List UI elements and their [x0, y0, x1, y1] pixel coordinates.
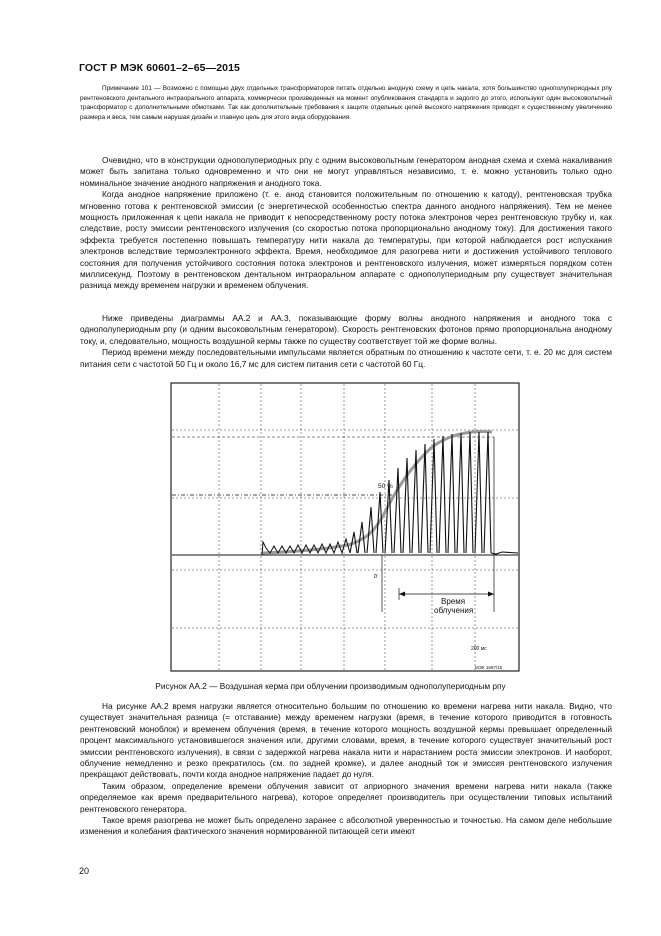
paragraph: Ниже приведены диаграммы АА.2 и АА.3, показывающие форму волны анодного напряжения и анодного тока с однополупериодным рпу (и одним высоковольтным генератором). Скорость рентгеновских фотонов прямо пропорциональна анодному току, и, следовательно, мощность воздушной кермы также по существу соответствует той же форме волны.	[80, 313, 612, 346]
label-time-1: Время	[441, 597, 466, 606]
label-tr: tr	[374, 574, 378, 580]
note-block	[80, 84, 612, 122]
paragraph: Таким образом, определение времени облучения зависит от априорного значения времени нагрева нити накала (также определяемое как время предварительного нагрева), которое определяет производитель при осуществлении типовых испытаний рентгеновского генератора.	[80, 780, 612, 814]
paragraph: Такое время разогрева не может быть определено заранее с абсолютной уверенностью и точностью. На самом деле небольшие изменения и колебания фактического значения нормированной питающей сети имеют	[80, 815, 612, 837]
label-code: МЭК 1687/15	[475, 665, 503, 670]
pulse-train	[350, 432, 518, 554]
paragraph: Очевидно, что в конструкции однополупериодных рпу с одним высоковольтным генератором анодная схема и схема накаливания может быть запитана только одновременно и что они не могут управляться независимо, т. е. можно установить только одно номинальное значение анодного напряжения и анодного тока.	[80, 155, 612, 188]
grid-horizontal	[172, 430, 518, 628]
paragraph: Когда анодное напряжение приложено (т. е. анод становится положительным по отношению к катоду), рентгеновская трубка мгновенно готова к рентгеновской эмиссии (с энергетической особенностью спектра данного анодного напряжения). Тем не менее мощность приложенная к цепи накала не приводит к непосредственному росту потока электронов через рентгеновскую трубку и, как следствие, росту эмиссии рентгеновского излучения (со скоростью потока пропорционально анодному току). Для достижения такого эффекта требуется постепенно повышать температуру нити накала до температуры, при которой наблюдается рост испускания электронов вследствие термоэлектронного эффекта. Время, необходимое для разогрева нити и достижения устойчивого теплового состояния для получения устойчивого состояния потока электронов и рентгеновского излучения, может измеряться порядком сотен миллисекунд. Поэтому в рентгеновском дентальном интраоральном аппарате с однополупериодным рпу существует значительная разница между временем нагрузки и временем облучения.	[80, 189, 612, 291]
figure-aa2	[170, 382, 521, 674]
figure-caption: Рисунок АА.2 — Воздушная керма при облучении производимым однополупериодным рпу	[155, 681, 506, 691]
paragraph: На рисунке АА.2 время нагрузки является относительно большим по отношению ко времени нагрева нити накала. Видно, что существует значительная разница (= отставание) между временем нагрузки (время, в течение которого приводится в готовность рентгеновский моноблок) и временем облучения (время, в течение которого мощность воздушной кермы превышает определенный процент максимального установившегося значения или, другими словами, время, в течение которого существует значительный рост эмиссии рентгеновского излучения), в связи с задержкой нагрева накала нити и нарастанием роста эмиссии электронов. И наоборот, облучение немедленно и резко прекратилось (см. по задней кромке), и далее анодный ток и эмиссия рентгеновского излучения прекращают действовать, почти когда анодное напряжение падает до нуля.	[80, 701, 612, 780]
note-text: Примечание 101 — Возможно с помощью двух отдельных трансформаторов питать отдельно анодную схему и цепь накала, хотя большинство однополупериодных рпу рентгеновского дентального интраорального аппарата, коммерчески произведенных на момент опубликования стандарта и задолго до этого, используют один высоковольтный трансформатор с дополнительными обмотками. Так как дополнительные требования к защите отдельных цепей высокого напряжения приводят к существенному увеличению размера и веса, тем самым нарушая дизайн и главную цель для этого вида оборудования.	[80, 85, 612, 121]
label-scale: 200 мс	[471, 646, 487, 652]
document-header: ГОСТ Р МЭК 60601–2–65—2015	[79, 62, 240, 74]
arrow-head-left	[399, 592, 405, 597]
paragraph: Период времени между последовательными импульсами является обратным по отношению к частоте сети, т. е. 20 мс для систем питания сети с частотой 50 Гц и около 16,7 мс для систем питания сети с частотой 60 Гц.	[80, 347, 612, 369]
arrow-head-right	[488, 592, 494, 597]
text-block-bottom	[80, 701, 612, 838]
waveform-plot	[170, 382, 521, 674]
label-time-2: облучения	[434, 606, 474, 615]
text-block-mid	[80, 313, 612, 370]
text-block-top	[80, 155, 612, 292]
label-50-percent: 50 %	[378, 483, 393, 490]
page-number: 20	[79, 866, 90, 876]
